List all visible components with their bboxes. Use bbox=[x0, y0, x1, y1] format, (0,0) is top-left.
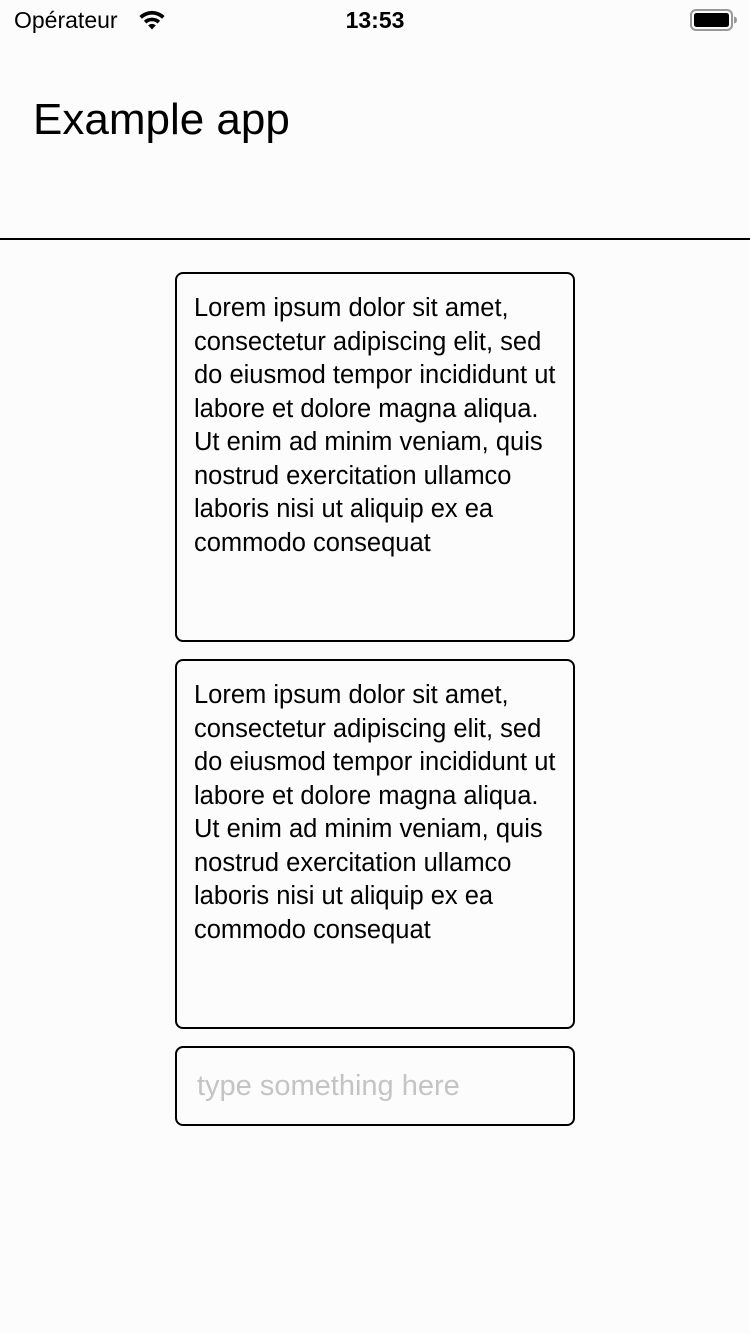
carrier-name: Opérateur bbox=[14, 7, 118, 33]
main-content bbox=[175, 272, 575, 1126]
battery-icon bbox=[690, 9, 738, 31]
text-input[interactable] bbox=[175, 1046, 575, 1126]
text-card: Lorem ipsum dolor sit amet, consectetur adipiscing elit, sed do eiusmod tempor incididunt ut labore et dolore magna aliqua. Ut enim ad minim veniam, quis nostrud exercitation ullamco laboris nisi ut aliquip ex ea commodo consequat bbox=[175, 272, 575, 642]
status-time: 13:53 bbox=[345, 7, 405, 33]
app-header bbox=[0, 40, 750, 240]
text-card: Lorem ipsum dolor sit amet, consectetur adipiscing elit, sed do eiusmod tempor incididunt ut labore et dolore magna aliqua. Ut enim ad minim veniam, quis nostrud exercitation ullamco laboris nisi ut aliquip ex ea commodo consequat bbox=[175, 659, 575, 1029]
page-title: Example app bbox=[33, 95, 290, 144]
status-bar bbox=[0, 0, 750, 40]
